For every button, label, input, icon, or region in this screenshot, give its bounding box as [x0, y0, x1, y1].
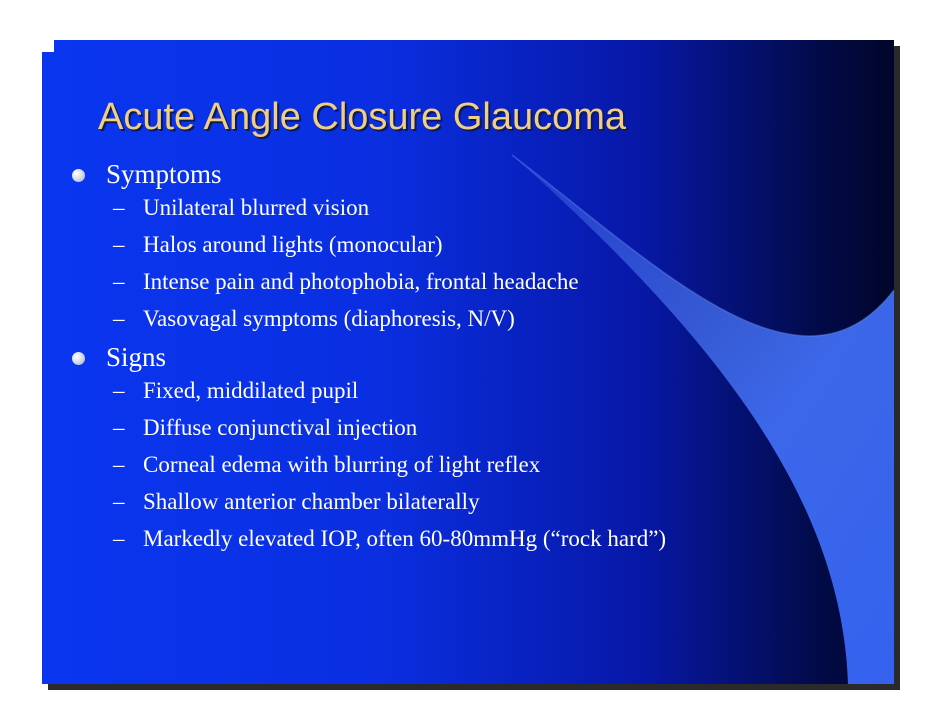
- dash-marker: –: [113, 195, 125, 220]
- dash-marker: –: [113, 452, 125, 477]
- list-item-text: Intense pain and photophobia, frontal headache: [143, 269, 579, 294]
- dash-marker: –: [113, 526, 125, 551]
- slide-title: Acute Angle Closure Glaucoma: [98, 96, 627, 138]
- symptoms-list: [70, 193, 770, 334]
- list-item-text: Markedly elevated IOP, often 60-80mmHg (“rock hard”): [143, 526, 667, 551]
- list-item: [70, 267, 770, 297]
- list-item: [70, 376, 770, 406]
- dash-marker: –: [113, 489, 125, 514]
- list-item: [70, 524, 770, 554]
- dash-marker: –: [113, 232, 125, 257]
- round-bullet-icon: [72, 169, 85, 182]
- list-item: [70, 193, 770, 223]
- dash-marker: –: [113, 415, 125, 440]
- section-heading-signs: [70, 341, 770, 374]
- corner-mark: [42, 40, 54, 52]
- list-item: [70, 230, 770, 260]
- signs-list: [70, 376, 770, 554]
- round-bullet-icon: [72, 352, 85, 365]
- list-item: [70, 304, 770, 334]
- list-item-text: Fixed, middilated pupil: [143, 378, 359, 403]
- list-item-text: Vasovagal symptoms (diaphoresis, N/V): [143, 306, 515, 331]
- section-heading-symptoms: [70, 158, 770, 191]
- section-heading-label: Symptoms: [106, 159, 222, 189]
- slide-content: [70, 158, 770, 561]
- dash-marker: –: [113, 306, 125, 331]
- list-item: [70, 413, 770, 443]
- list-item-text: Diffuse conjunctival injection: [143, 415, 418, 440]
- list-item: [70, 450, 770, 480]
- list-item-text: Unilateral blurred vision: [143, 195, 370, 220]
- section-heading-label: Signs: [106, 342, 167, 372]
- list-item: [70, 487, 770, 517]
- list-item-text: Shallow anterior chamber bilaterally: [143, 489, 480, 514]
- list-item-text: Corneal edema with blurring of light reflex: [143, 452, 541, 477]
- dash-marker: –: [113, 378, 125, 403]
- list-item-text: Halos around lights (monocular): [143, 232, 443, 257]
- dash-marker: –: [113, 269, 125, 294]
